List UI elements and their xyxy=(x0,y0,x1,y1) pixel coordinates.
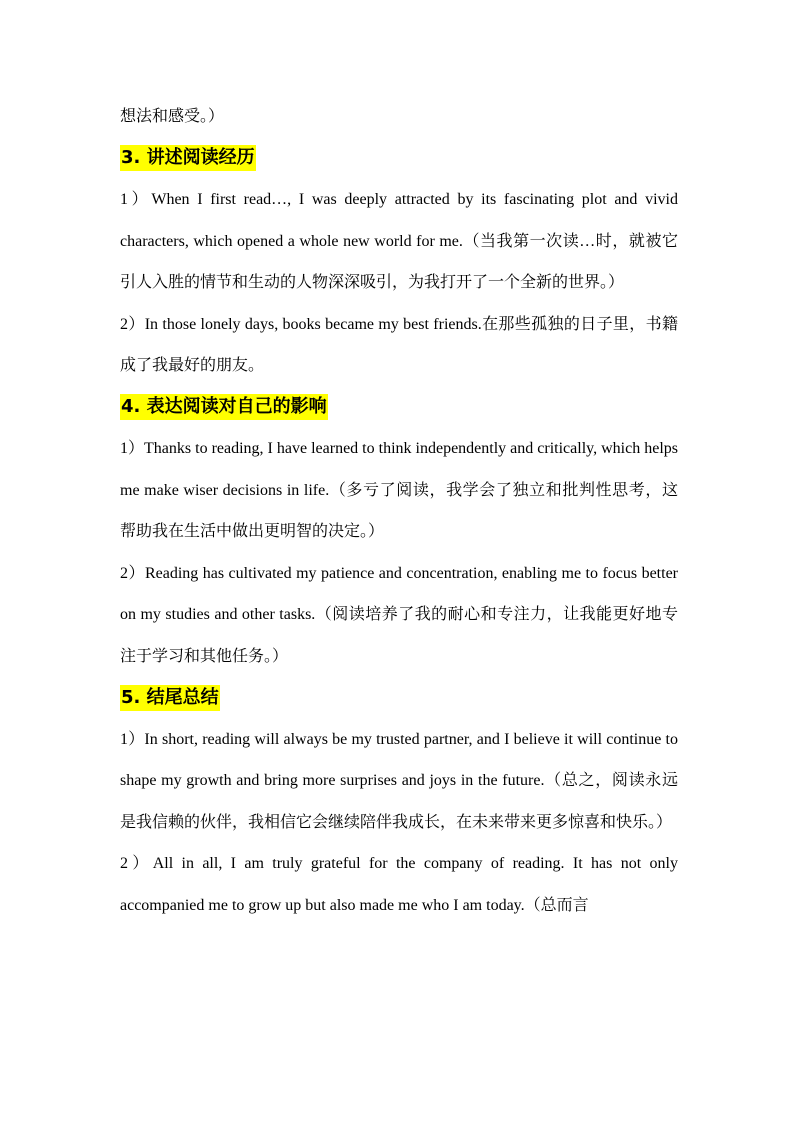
sentence-item: 1）In short, reading will always be my trusted partner, and I believe it will continue to shape my growth and bring more surprises and joys in the future.（总之，阅读永远是我信赖的伙伴，我相信它会继续陪伴我成长，在未来带来更多惊喜和快乐。） xyxy=(120,730,678,831)
section-heading-conclusion xyxy=(120,677,678,719)
sentence-item: 2）In those lonely days, books became my best friends.在那些孤独的日子里，书籍成了我最好的朋友。 xyxy=(120,315,678,374)
section-heading-text: 5. 结尾总结 xyxy=(120,685,220,711)
sentence-item: 2）Reading has cultivated my patience and concentration, enabling me to focus better on my studies and other tasks.（阅读培养了我的耐心和专注力，让我能更好地专注于学习和其他任务。） xyxy=(120,564,678,665)
section-heading-text: 4. 表达阅读对自己的影响 xyxy=(120,394,328,420)
sentence-item: 1）Thanks to reading, I have learned to think independently and critically, which helps me make wiser decisions in life.（多亏了阅读，我学会了独立和批判性思考，这帮助我在生活中做出更明智的决定。） xyxy=(120,440,678,540)
sentence-item: 1）When I first read…, I was deeply attracted by its fascinating plot and vivid characters, which opened a whole new world for me.（当我第一次读…时，就被它引人入胜的情节和生动的人物深深吸引，为我打开了一个全新的世界。） xyxy=(120,191,678,291)
section-heading-text: 3. 讲述阅读经历 xyxy=(120,145,256,171)
section-heading-reading-experience xyxy=(120,138,678,180)
intro-tail-text: 想法和感受。） xyxy=(120,108,225,125)
section-heading-reading-influence xyxy=(120,387,678,429)
sentence-item: 2）All in all, I am truly grateful for the company of reading. It has not only accompanied me to grow up but also made me who I am today.（总而言 xyxy=(120,855,678,914)
document-page xyxy=(120,96,678,926)
